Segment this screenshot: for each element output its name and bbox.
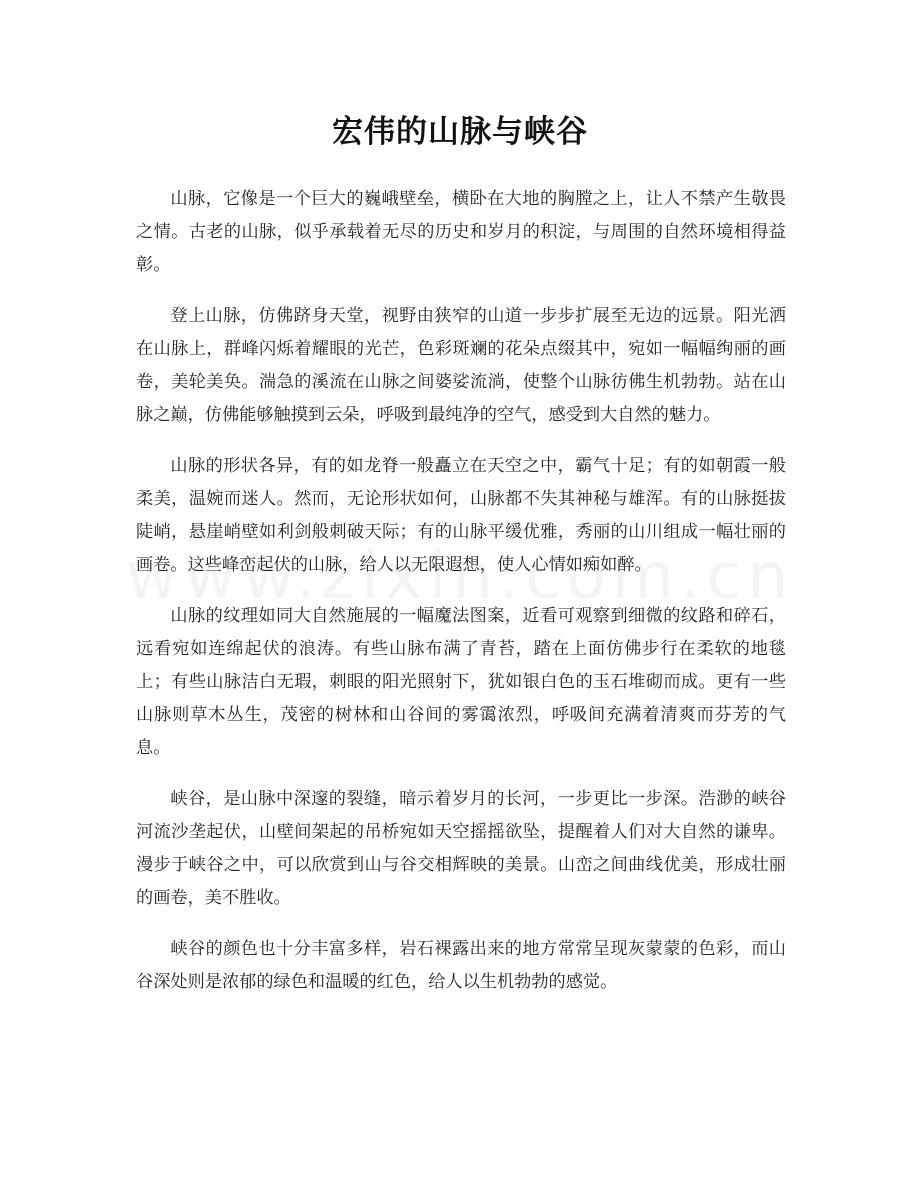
paragraph: 山脉的形状各异，有的如龙脊一般矗立在天空之中，霸气十足；有的如朝霞一般柔美，温婉而迷人。然而，无论形状如何，山脉都不失其神秘与雄浑。有的山脉挺拔陡峭，悬崖峭壁如利剑般刺破天际；有的山脉平缓优雅，秀丽的山川组成一幅壮丽的画卷。这些峰峦起伏的山脉，给人以无限遐想，使人心情如痴如醉。 (136, 456, 786, 575)
paragraph: 峡谷的颜色也十分丰富多样，岩石裸露出来的地方常常呈现灰蒙蒙的色彩，而山谷深处则是浓郁的绿色和温暖的红色，给人以生机勃勃的感觉。 (136, 939, 786, 992)
paragraph: 峡谷，是山脉中深邃的裂缝，暗示着岁月的长河，一步更比一步深。浩渺的峡谷河流沙垄起伏，山壁间架起的吊桥宛如天空摇摇欲坠，提醒着人们对大自然的谦卑。漫步于峡谷之中，可以欣赏到山与谷交相辉映的美景。山峦之间曲线优美，形成壮丽的画卷，美不胜收。 (136, 789, 786, 908)
paragraph: 登上山脉，仿佛跻身天堂，视野由狭窄的山道一步步扩展至无边的远景。阳光洒在山脉上，群峰闪烁着耀眼的光芒，色彩斑斓的花朵点缀其中，宛如一幅幅绚丽的画卷，美轮美奂。湍急的溪流在山脉之间婆娑流淌，使整个山脉彷佛生机勃勃。站在山脉之巅，仿佛能够触摸到云朵，呼吸到最纯净的空气，感受到大自然的魅力。 (136, 306, 786, 425)
paragraph: 山脉，它像是一个巨大的巍峨壁垒，横卧在大地的胸膛之上，让人不禁产生敬畏之情。古老的山脉，似乎承载着无尽的历史和岁月的积淀，与周围的自然环境相得益彰。 (136, 189, 786, 275)
document-title: 宏伟的山脉与峡谷 (332, 114, 588, 150)
document-body (136, 183, 786, 1017)
paragraph: 山脉的纹理如同大自然施展的一幅魔法图案，近看可观察到细微的纹路和碎石，远看宛如连绵起伏的浪涛。有些山脉布满了青苔，踏在上面仿佛步行在柔软的地毯上；有些山脉洁白无瑕，刺眼的阳光照射下，犹如银白色的玉石堆砌而成。更有一些山脉则草木丛生，茂密的树林和山谷间的雾霭浓烈，呼吸间充满着清爽而芬芳的气息。 (136, 606, 786, 758)
